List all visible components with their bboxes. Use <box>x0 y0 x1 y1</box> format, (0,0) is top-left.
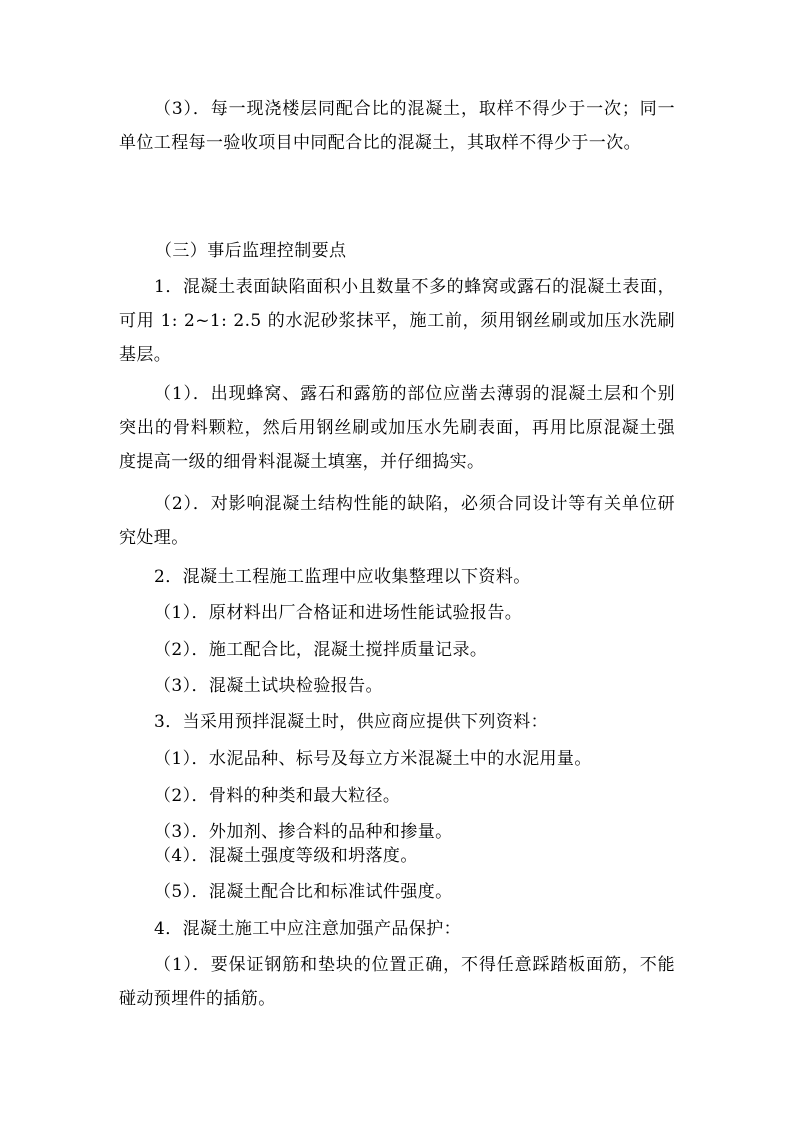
paragraph-ready-mix-5: （5）．混凝土配合比和标准试件强度。 <box>154 882 453 902</box>
paragraph-item-4-protection: 4．混凝土施工中应注意加强产品保护： <box>154 919 462 939</box>
paragraph-records-2: （2）．施工配合比，混凝土搅拌质量记录。 <box>154 640 488 660</box>
paragraph-records-1: （1）．原材料出厂合格证和进场性能试验报告。 <box>154 603 523 623</box>
section-heading-post-control: （三）事后监理控制要点 <box>155 241 347 261</box>
paragraph-subitem-1-honeycomb-repair: （1）．出现蜂窝、露石和露筋的部位应凿去薄弱的混凝土层和个别突出的骨料颗粒，然后用钢丝刷或加压水先刷表面，再用比原混凝土强度提高一级的细骨料混凝土填塞，并仔细捣实。 <box>119 384 675 472</box>
paragraph-ready-mix-2: （2）．骨料的种类和最大粒径。 <box>154 786 401 806</box>
paragraph-ready-mix-3: （3）．外加剂、掺合料的品种和掺量。 <box>154 822 453 842</box>
paragraph-subitem-2-structural-defects: （2）．对影响混凝土结构性能的缺陷，必须合同设计等有关单位研究处理。 <box>119 494 675 548</box>
paragraph-item-3-ready-mix: 3．当采用预拌混凝土时，供应商应提供下列资料： <box>154 712 549 732</box>
paragraph-records-3: （3）．混凝土试块检验报告。 <box>154 676 383 696</box>
paragraph-protection-1: （1）．要保证钢筋和垫块的位置正确，不得任意踩踏板面筋，不能碰动预埋件的插筋。 <box>119 955 675 1009</box>
paragraph-item-2-records: 2．混凝土工程施工监理中应收集整理以下资料。 <box>154 567 531 587</box>
paragraph-item-1-surface-defects: 1．混凝土表面缺陷面积小且数量不多的蜂窝或露石的混凝土表面，可用 1: 2~1: 2.5 的水泥砂浆抹平，施工前，须用钢丝刷或加压水洗刷基层。 <box>119 277 675 365</box>
paragraph-ready-mix-1: （1）．水泥品种、标号及每立方米混凝土中的水泥用量。 <box>154 749 592 769</box>
paragraph-ready-mix-4: （4）．混凝土强度等级和坍落度。 <box>154 846 418 866</box>
paragraph-sample-requirement-3: （3）．每一现浇楼层同配合比的混凝土，取样不得少于一次；同一单位工程每一验收项目中同配合比的混凝土，其取样不得少于一次。 <box>119 99 675 153</box>
